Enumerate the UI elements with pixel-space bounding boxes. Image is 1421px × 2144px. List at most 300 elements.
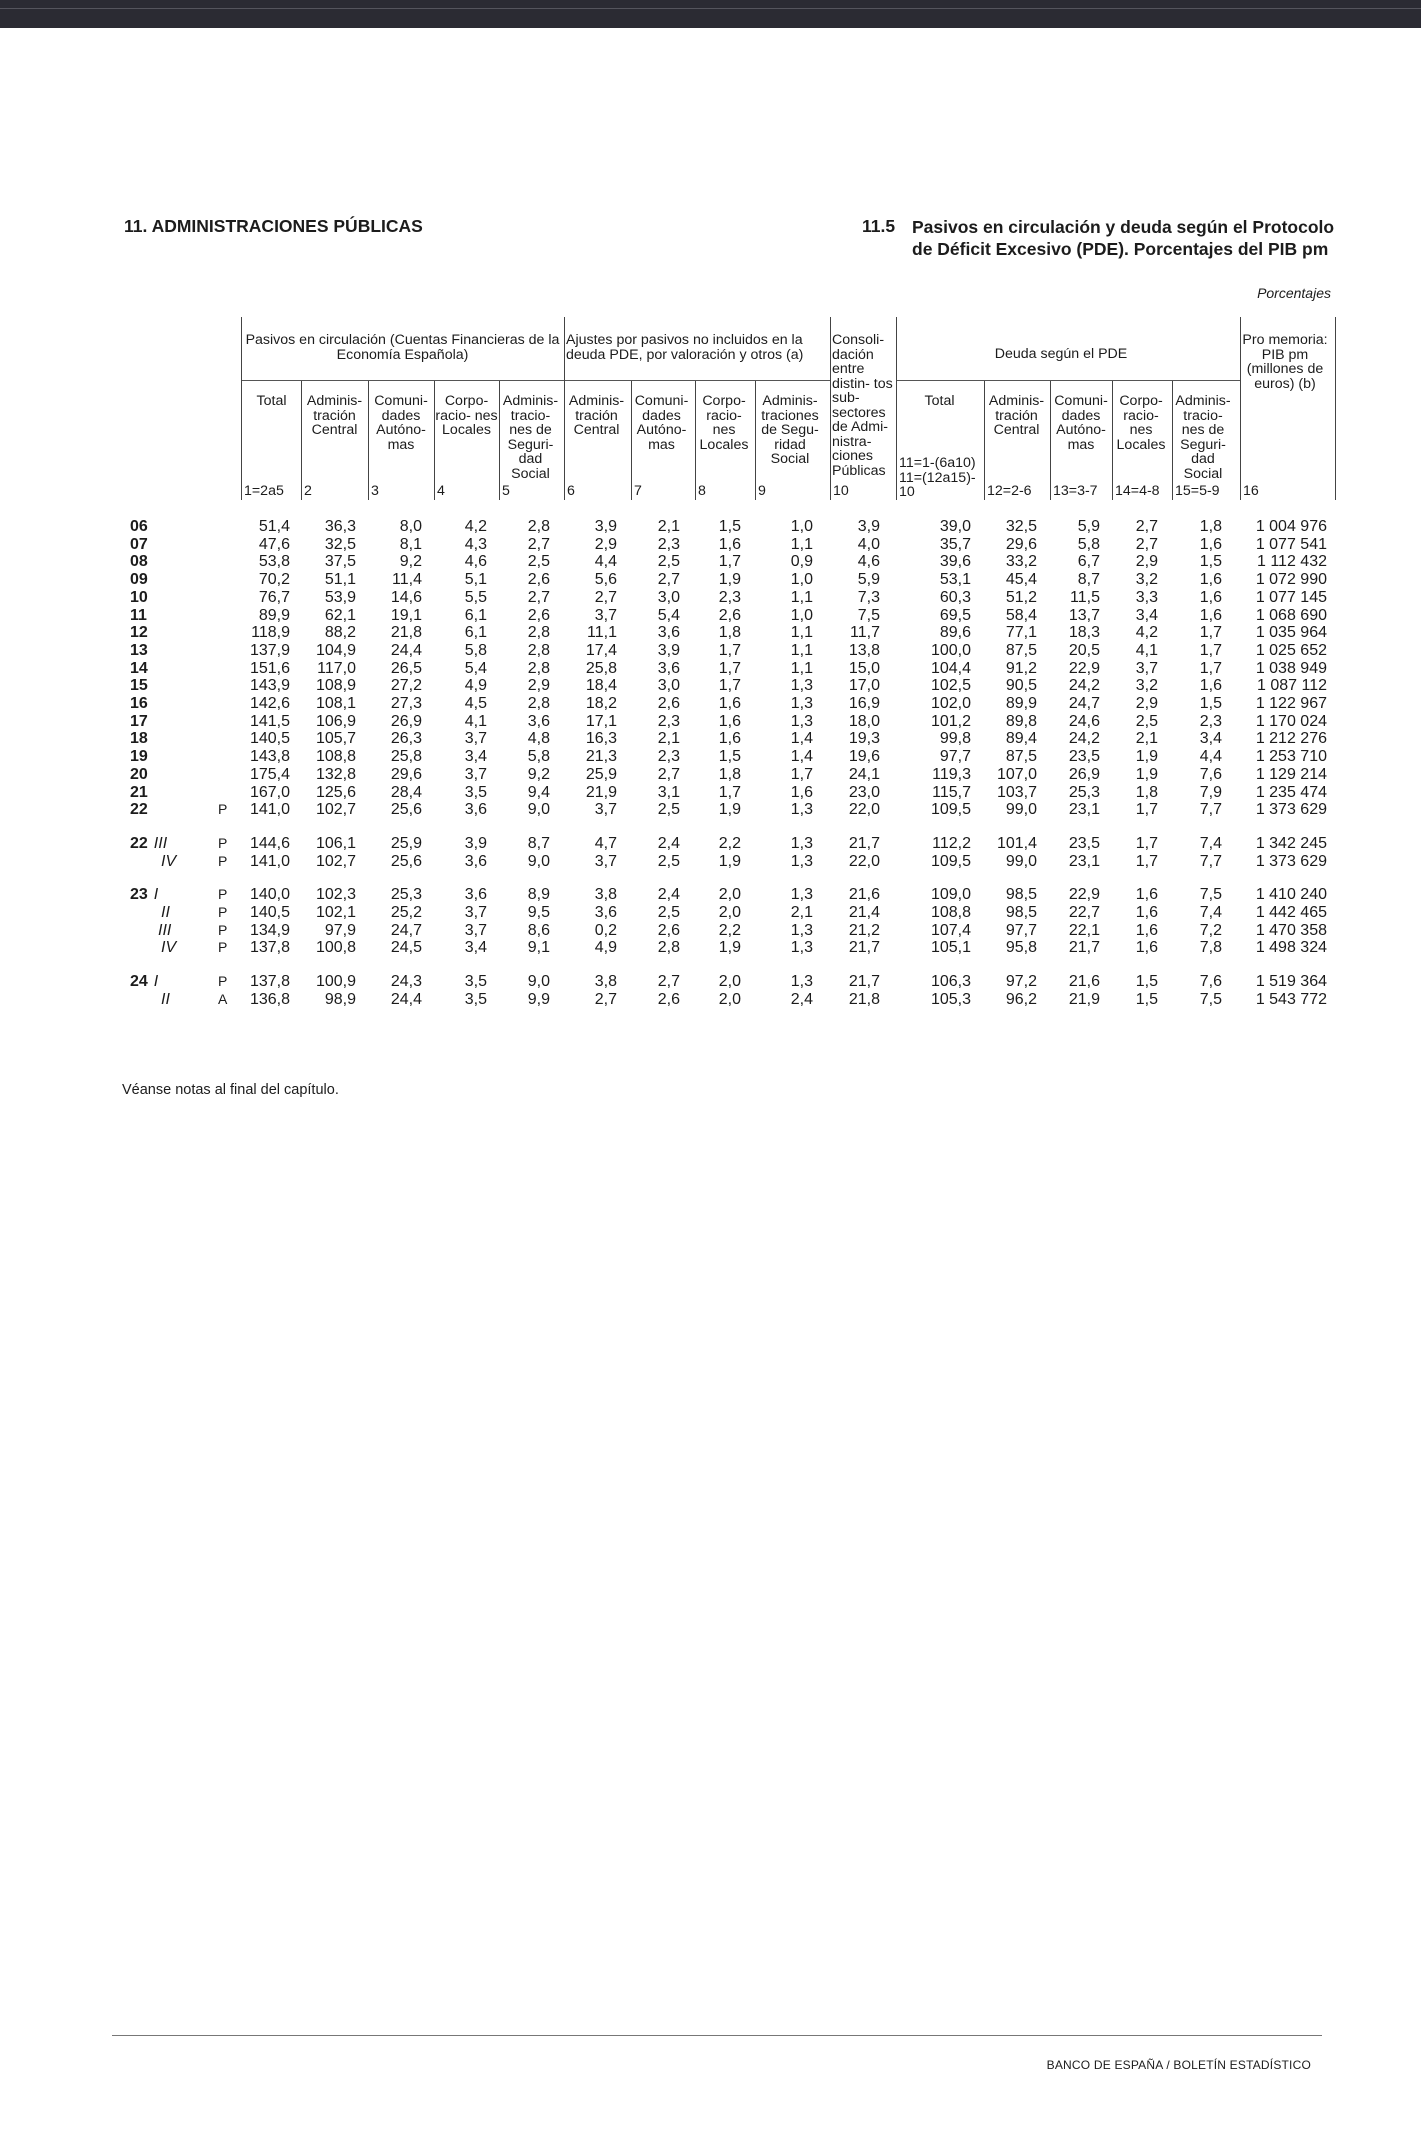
table-cell: 1,7	[1199, 641, 1222, 659]
table-cell: 7,2	[1199, 921, 1222, 939]
column-header: Comuni- dades Autóno- mas	[1054, 393, 1108, 453]
table-cell: 108,8	[930, 904, 971, 921]
table-cell: 142,6	[249, 695, 290, 712]
row-label	[130, 607, 147, 625]
header-divider	[1240, 317, 1241, 500]
row-label	[130, 589, 148, 607]
table-cell: 3,7	[594, 606, 617, 624]
table-cell: 1,3	[790, 973, 813, 991]
row-year: 08	[130, 553, 148, 571]
table-cell: 6,1	[464, 606, 487, 624]
table-cell: 140,5	[249, 904, 290, 921]
header-divider	[499, 381, 500, 500]
table-cell: 117,0	[317, 659, 356, 677]
table-cell: 7,7	[1199, 801, 1222, 819]
table-cell: 2,8	[527, 624, 550, 642]
table-cell: 1,8	[1135, 783, 1158, 801]
table-cell: 1,9	[718, 801, 741, 819]
table-cell: 175,4	[249, 765, 290, 783]
table-cell: 97,2	[1005, 973, 1037, 991]
table-cell: 2,3	[657, 712, 680, 730]
table-cell: 2,8	[527, 659, 550, 677]
table-cell: 1,8	[1199, 518, 1222, 535]
provisional-flag: P	[218, 921, 228, 938]
table-cell: 107,0	[996, 765, 1037, 783]
table-cell: 77,1	[1005, 624, 1037, 642]
column-number: 4	[437, 483, 445, 499]
table-cell: 3,7	[1135, 659, 1158, 677]
table-cell: 70,2	[258, 571, 290, 589]
table-cell: 1 068 690	[1255, 606, 1327, 624]
row-year: 23	[130, 886, 148, 904]
row-year: 21	[130, 783, 148, 801]
footer-source: BANCO DE ESPAÑA / BOLETÍN ESTADÍSTICO	[1046, 2058, 1311, 2072]
table-cell: 3,6	[527, 712, 550, 730]
table-cell: 36,3	[324, 518, 356, 535]
table-cell: 18,4	[585, 677, 617, 695]
table-cell: 89,9	[258, 606, 290, 624]
group-memoria: Pro memoria: PIB pm (millones de euros) (b)	[1242, 332, 1328, 392]
table-cell: 1 072 990	[1255, 571, 1327, 589]
table-cell: 25,2	[390, 904, 422, 921]
table-cell: 3,5	[464, 990, 487, 1008]
table-cell: 8,9	[527, 886, 550, 904]
table-cell: 24,1	[848, 765, 880, 783]
table-cell: 1,5	[718, 518, 741, 535]
table-cell: 89,4	[1005, 730, 1037, 748]
table-cell: 3,6	[657, 659, 680, 677]
table-cell: 3,5	[464, 973, 487, 991]
row-label	[130, 835, 167, 853]
table-cell: 1 170 024	[1255, 712, 1327, 730]
chapter-title: 11. ADMINISTRACIONES PÚBLICAS	[124, 216, 423, 236]
table-cell: 3,9	[594, 518, 617, 535]
table-cell: 1 342 245	[1255, 834, 1327, 852]
table-cell: 1 410 240	[1255, 886, 1327, 904]
table-cell: 91,2	[1005, 659, 1037, 677]
table-cell: 1,1	[790, 535, 813, 553]
row-quarter: I	[153, 886, 159, 904]
table-cell: 2,3	[1199, 712, 1222, 730]
table-cell: 2,9	[594, 535, 617, 553]
table-cell: 1,6	[1135, 921, 1158, 939]
row-label	[130, 801, 148, 819]
table-cell: 23,1	[1068, 801, 1100, 819]
table-cell: 1 087 112	[1257, 677, 1327, 695]
table-cell: 89,9	[1005, 695, 1037, 712]
table-cell: 47,6	[258, 535, 290, 553]
table-cell: 90,5	[1005, 677, 1037, 695]
table-cell: 2,3	[657, 535, 680, 553]
table-cell: 141,0	[249, 801, 290, 819]
row-label	[130, 571, 148, 589]
table-cell: 2,9	[1135, 553, 1158, 571]
table-cell: 101,2	[930, 712, 971, 730]
table-cell: 98,9	[324, 990, 356, 1008]
table-cell: 2,1	[657, 730, 680, 748]
column-number: 10	[833, 483, 849, 499]
table-cell: 1,5	[718, 748, 741, 766]
table-cell: 2,5	[1135, 712, 1158, 730]
table-cell: 7,8	[1199, 939, 1222, 957]
table-cell: 5,9	[857, 571, 880, 589]
table-cell: 2,0	[718, 886, 741, 904]
table-cell: 8,6	[527, 921, 550, 939]
table-cell: 118,9	[251, 624, 290, 642]
table-cell: 102,3	[315, 886, 356, 904]
table-cell: 26,9	[390, 712, 422, 730]
table-cell: 2,5	[657, 801, 680, 819]
table-cell: 26,5	[390, 659, 422, 677]
table-cell: 112,2	[932, 834, 971, 852]
row-label	[130, 624, 148, 642]
table-cell: 3,8	[594, 973, 617, 991]
header-divider	[830, 317, 831, 500]
table-cell: 25,3	[1068, 783, 1100, 801]
table-cell: 37,5	[324, 553, 356, 571]
table-cell: 29,6	[390, 765, 422, 783]
column-number: 15=5-9	[1175, 483, 1220, 499]
table-cell: 19,3	[848, 730, 880, 748]
table-cell: 141,0	[249, 852, 290, 870]
table-cell: 4,3	[464, 535, 487, 553]
table-cell: 22,9	[1068, 886, 1100, 904]
column-header: Comuni- dades Autóno- mas	[634, 393, 689, 453]
table-cell: 2,4	[657, 886, 680, 904]
table-cell: 1 122 967	[1255, 695, 1327, 712]
table-cell: 7,5	[1199, 990, 1222, 1008]
table-cell: 21,9	[1068, 990, 1100, 1008]
table-cell: 5,8	[464, 641, 487, 659]
column-number: 7	[634, 483, 642, 499]
header-divider	[1050, 381, 1051, 500]
table-cell: 1 543 772	[1255, 990, 1327, 1008]
table-cell: 1 498 324	[1255, 939, 1327, 957]
table-cell: 4,4	[1199, 748, 1222, 766]
table-cell: 24,4	[390, 990, 422, 1008]
provisional-flag: P	[218, 834, 228, 851]
table-cell: 1,7	[718, 659, 741, 677]
table-cell: 24,2	[1068, 677, 1100, 695]
table-cell: 25,3	[390, 886, 422, 904]
table-cell: 9,2	[527, 765, 550, 783]
table-cell: 4,6	[857, 553, 880, 571]
table-cell: 3,4	[1135, 606, 1158, 624]
table-cell: 106,1	[315, 834, 356, 852]
column-number: 9	[758, 483, 766, 499]
table-cell: 22,1	[1068, 921, 1100, 939]
header-divider	[631, 381, 632, 500]
column-number: 12=2-6	[987, 483, 1032, 499]
group-deuda: Deuda según el PDE	[994, 346, 1128, 362]
table-cell: 0,9	[790, 553, 813, 571]
table-cell: 15,0	[848, 659, 880, 677]
table-cell: 9,2	[399, 553, 422, 571]
table-cell: 4,0	[857, 535, 880, 553]
table-cell: 1 519 364	[1255, 973, 1327, 991]
row-label	[130, 518, 148, 536]
table-cell: 2,2	[718, 921, 741, 939]
row-year: 07	[130, 535, 148, 553]
row-label	[130, 730, 148, 748]
table-cell: 39,0	[939, 518, 971, 535]
table-cell: 2,9	[527, 677, 550, 695]
table-cell: 2,1	[657, 518, 680, 535]
column-header: Adminis- tración Central	[988, 393, 1045, 438]
table-cell: 2,7	[527, 588, 550, 606]
table-cell: 136,8	[249, 990, 290, 1008]
table-cell: 25,9	[585, 765, 617, 783]
row-year: 11	[130, 606, 147, 624]
table-cell: 1,5	[1199, 553, 1222, 571]
table-cell: 53,1	[939, 571, 971, 589]
table-cell: 21,7	[848, 834, 880, 852]
table-cell: 3,7	[464, 921, 487, 939]
table-cell: 100,9	[315, 973, 356, 991]
column-header: Comuni- dades Autóno- mas	[374, 393, 428, 453]
row-label	[130, 766, 148, 784]
table-cell: 2,7	[594, 990, 617, 1008]
table-cell: 39,6	[939, 553, 971, 571]
table-cell: 9,0	[527, 801, 550, 819]
column-number: 8	[698, 483, 706, 499]
row-label	[130, 886, 158, 904]
header-divider	[434, 381, 435, 500]
table-cell: 106,3	[930, 973, 971, 991]
table-cell: 23,5	[1068, 748, 1100, 766]
provisional-flag: P	[218, 852, 228, 869]
header-divider	[1112, 381, 1113, 500]
table-cell: 22,7	[1068, 904, 1100, 921]
table-cell: 103,7	[996, 783, 1037, 801]
column-header: Total	[924, 393, 955, 409]
row-label	[130, 695, 148, 713]
table-cell: 1,3	[790, 939, 813, 957]
table-cell: 2,7	[1135, 518, 1158, 535]
row-year: 20	[130, 765, 148, 783]
table-cell: 109,5	[930, 801, 971, 819]
table-cell: 1,6	[1135, 939, 1158, 957]
table-cell: 108,8	[315, 748, 356, 766]
table-cell: 2,0	[718, 990, 741, 1008]
table-cell: 51,2	[1005, 588, 1037, 606]
table-cell: 9,5	[527, 904, 550, 921]
table-cell: 3,6	[657, 624, 680, 642]
table-cell: 1,3	[790, 852, 813, 870]
table-cell: 2,5	[527, 553, 550, 571]
table-cell: 2,0	[718, 904, 741, 921]
table-cell: 2,8	[657, 939, 680, 957]
table-cell: 1,5	[1135, 990, 1158, 1008]
row-year: 18	[130, 730, 148, 748]
table-cell: 1 212 276	[1255, 730, 1327, 748]
table-cell: 14,6	[390, 588, 422, 606]
table-cell: 4,5	[464, 695, 487, 712]
table-cell: 1,9	[1135, 765, 1158, 783]
table-cell: 1,6	[1199, 588, 1222, 606]
column-number: 5	[502, 483, 510, 499]
table-cell: 1,6	[718, 730, 741, 748]
table-title: Pasivos en circulación y deuda según el Protocolo de Déficit Excesivo (PDE). Porcentajes del PIB pm	[912, 217, 1335, 259]
table-cell: 1,6	[718, 535, 741, 553]
table-cell: 2,1	[790, 904, 813, 921]
header-divider	[564, 317, 565, 500]
table-cell: 45,4	[1005, 571, 1037, 589]
table-cell: 9,0	[527, 973, 550, 991]
unit-label: Porcentajes	[1257, 285, 1331, 301]
table-cell: 62,1	[324, 606, 356, 624]
table-cell: 105,3	[930, 990, 971, 1008]
group-rule-deuda	[896, 380, 1240, 381]
top-bar	[0, 0, 1421, 28]
table-cell: 76,7	[258, 588, 290, 606]
table-cell: 2,6	[527, 571, 550, 589]
table-cell: 3,6	[464, 852, 487, 870]
table-cell: 7,5	[857, 606, 880, 624]
column-number: 3	[371, 483, 379, 499]
table-cell: 23,0	[848, 783, 880, 801]
group-rule-pasivos	[241, 380, 564, 381]
table-cell: 143,8	[249, 748, 290, 766]
table-cell: 8,7	[1077, 571, 1100, 589]
table-cell: 1,8	[718, 624, 741, 642]
table-cell: 23,1	[1068, 852, 1100, 870]
table-cell: 24,4	[390, 641, 422, 659]
table-cell: 32,5	[1005, 518, 1037, 535]
table-cell: 1 442 465	[1255, 904, 1327, 921]
table-cell: 6,1	[464, 624, 487, 642]
table-cell: 7,6	[1199, 973, 1222, 991]
table-cell: 33,2	[1005, 553, 1037, 571]
column-number: 2	[304, 483, 312, 499]
table-cell: 2,6	[657, 990, 680, 1008]
table-cell: 2,6	[657, 921, 680, 939]
row-year: 22	[130, 801, 148, 819]
table-cell: 100,8	[315, 939, 356, 957]
table-cell: 2,5	[657, 904, 680, 921]
table-cell: 18,0	[848, 712, 880, 730]
table-cell: 2,7	[527, 535, 550, 553]
table-cell: 1,3	[790, 886, 813, 904]
table-cell: 2,7	[657, 973, 680, 991]
table-cell: 8,7	[527, 834, 550, 852]
table-cell: 2,7	[594, 588, 617, 606]
table-cell: 4,2	[1135, 624, 1158, 642]
table-cell: 7,3	[857, 588, 880, 606]
table-cell: 5,8	[1077, 535, 1100, 553]
header-divider	[241, 317, 242, 500]
table-cell: 1,6	[718, 712, 741, 730]
table-cell: 1,0	[790, 518, 813, 535]
row-year: 22	[130, 834, 148, 852]
table-cell: 1,6	[718, 695, 741, 712]
row-label	[130, 713, 148, 731]
table-cell: 21,4	[848, 904, 880, 921]
table-cell: 25,8	[390, 748, 422, 766]
table-cell: 109,5	[930, 852, 971, 870]
provisional-flag: P	[218, 939, 228, 956]
table-cell: 1,6	[1199, 677, 1222, 695]
table-cell: 4,4	[594, 553, 617, 571]
table-cell: 1 373 629	[1255, 852, 1327, 870]
table-cell: 25,6	[390, 801, 422, 819]
table-cell: 9,1	[527, 939, 550, 957]
footnote: Véanse notas al final del capítulo.	[122, 1082, 339, 1098]
table-cell: 1,5	[1135, 973, 1158, 991]
table-cell: 5,6	[594, 571, 617, 589]
row-label	[130, 748, 148, 766]
header-divider	[368, 381, 369, 500]
row-year: 12	[130, 624, 148, 642]
header-divider	[695, 381, 696, 500]
table-cell: 5,5	[464, 588, 487, 606]
table-cell: 140,5	[249, 730, 290, 748]
row-year: 09	[130, 571, 148, 589]
table-cell: 102,7	[315, 801, 356, 819]
table-cell: 1,7	[1135, 834, 1158, 852]
table-cell: 1 129 214	[1255, 765, 1327, 783]
table-cell: 11,4	[392, 571, 422, 589]
table-cell: 24,6	[1068, 712, 1100, 730]
table-cell: 21,8	[848, 990, 880, 1008]
table-cell: 99,8	[939, 730, 971, 748]
column-header: Adminis- tración Central	[306, 393, 363, 438]
table-cell: 11,5	[1070, 588, 1100, 606]
table-cell: 17,1	[585, 712, 617, 730]
table-cell: 32,5	[324, 535, 356, 553]
table-cell: 4,7	[594, 834, 617, 852]
table-cell: 23,5	[1068, 834, 1100, 852]
table-cell: 87,5	[1005, 748, 1037, 766]
table-cell: 101,4	[996, 834, 1037, 852]
row-year: 14	[130, 659, 148, 677]
table-cell: 1,5	[1199, 695, 1222, 712]
table-cell: 97,7	[1005, 921, 1037, 939]
table-cell: 24,2	[1068, 730, 1100, 748]
table-cell: 5,1	[464, 571, 487, 589]
column-header: Corpo- racio- nes Locales	[435, 393, 498, 438]
table-cell: 8,0	[399, 518, 422, 535]
table-cell: 1,6	[1135, 886, 1158, 904]
table-cell: 3,2	[1135, 677, 1158, 695]
provisional-flag: P	[218, 801, 228, 818]
row-quarter: IV	[161, 852, 177, 870]
table-cell: 27,2	[390, 677, 422, 695]
table-cell: 104,4	[930, 659, 971, 677]
table-cell: 13,7	[1068, 606, 1100, 624]
row-year: 06	[130, 518, 148, 535]
table-cell: 3,7	[464, 904, 487, 921]
table-cell: 2,8	[527, 641, 550, 659]
row-label	[130, 853, 176, 871]
row-year: 24	[130, 973, 148, 991]
table-cell: 1,1	[790, 624, 813, 642]
column-number: 14=4-8	[1115, 483, 1160, 499]
table-cell: 109,0	[930, 886, 971, 904]
provisional-flag: A	[218, 990, 228, 1007]
row-year: 15	[130, 677, 148, 695]
table-cell: 1,1	[790, 641, 813, 659]
table-cell: 7,4	[1199, 834, 1222, 852]
table-cell: 1 035 964	[1255, 624, 1327, 642]
table-cell: 3,9	[857, 518, 880, 535]
table-cell: 0,2	[594, 921, 617, 939]
header-divider	[755, 381, 756, 500]
group-ajustes: Ajustes por pasivos no incluidos en la deuda PDE, por valoración y otros (a)	[566, 332, 804, 363]
table-cell: 2,9	[1135, 695, 1158, 712]
table-cell: 9,0	[527, 852, 550, 870]
table-cell: 2,3	[657, 748, 680, 766]
